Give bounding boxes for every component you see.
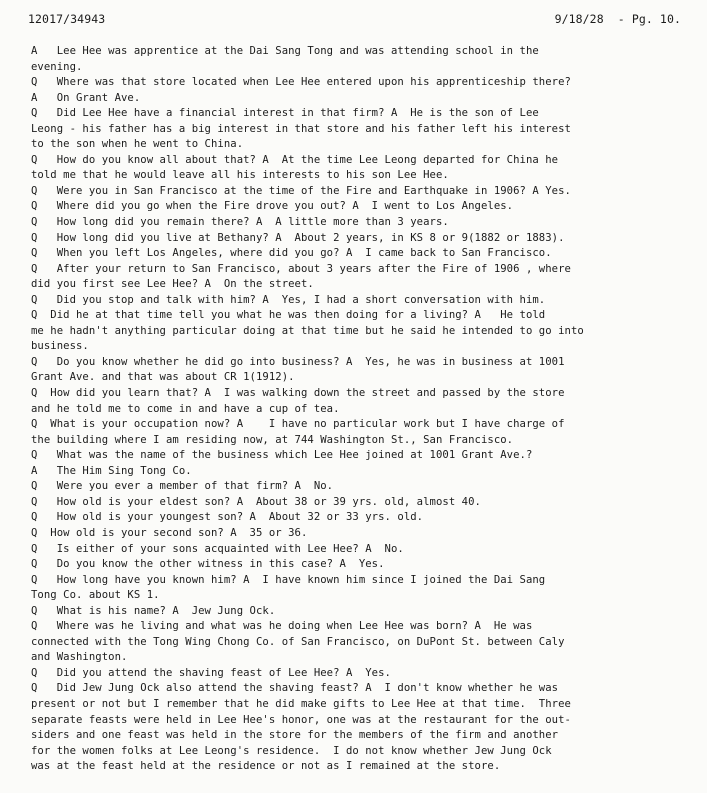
transcript-line: for the women folks at Lee Leong's residence. I do not know whether Jew Jung Ock — [31, 744, 552, 757]
transcript-line: and Washington. — [31, 651, 128, 664]
transcript-line: A Lee Hee was apprentice at the Dai Sang Tong and was attending school in the — [31, 45, 539, 57]
transcript-line: connected with the Tong Wing Chong Co. of San Francisco, on DuPont St. between Caly — [31, 635, 565, 648]
transcript-line: separate feasts were held in Lee Hee's honor, one was at the restaurant for the out- — [31, 713, 571, 726]
transcript-line: Tong Co. about KS 1. — [31, 589, 160, 602]
file-number: 12017/34943 — [28, 12, 106, 26]
transcript-line: A The Him Sing Tong Co. — [31, 464, 192, 477]
transcript-line: Q What is his name? A Jew Jung Ock. — [31, 604, 276, 617]
transcript-line: Q Did Lee Hee have a financial interest in that firm? A He is the son of Lee — [31, 107, 539, 120]
transcript-line: was at the feast held at the residence or not as I remained at the store. — [31, 760, 501, 773]
transcript-line: Q How old is your youngest son? A About 32 or 33 yrs. old. — [31, 511, 424, 524]
transcript-line: the building where I am residing now, at 744 Washington St., San Francisco. — [31, 433, 514, 446]
transcript-line: Q Did Jew Jung Ock also attend the shaving feast? A I don't know whether he was — [31, 682, 559, 695]
transcript-line: told me that he would leave all his interests to his son Lee Hee. — [31, 169, 449, 182]
transcript-line: Q Did you stop and talk with him? A Yes, I had a short conversation with him. — [31, 293, 546, 306]
transcript-line: Q Did he at that time tell you what he was then doing for a living? A He told — [31, 309, 546, 322]
transcript-line: Q Do you know whether he did go into business? A Yes, he was in business at 1001 — [31, 355, 565, 368]
transcript-line: Q Were you ever a member of that firm? A No. — [31, 480, 334, 493]
transcript-line: Grant Ave. and that was about CR 1(1912). — [31, 371, 295, 384]
transcript-line: Q What was the name of the business which Lee Hee joined at 1001 Grant Ave.? — [31, 449, 533, 462]
transcript-line: Q Where did you go when the Fire drove you out? A I went to Los Angeles. — [31, 200, 514, 213]
transcript-line: Q How did you learn that? A I was walking down the street and passed by the store — [31, 387, 565, 400]
transcript-line: Q How do you know all about that? A At the time Lee Leong departed for China he — [31, 153, 559, 166]
transcript-line: business. — [31, 340, 89, 353]
transcript-line: and he told me to come in and have a cup of tea. — [31, 402, 340, 415]
transcript-line: Q Do you know the other witness in this case? A Yes. — [31, 558, 385, 571]
transcript-line: did you first see Lee Hee? A On the street. — [31, 278, 314, 291]
date-page-number: 9/18/28 - Pg. 10. — [554, 12, 681, 26]
transcript-line: Q How long did you remain there? A A little more than 3 years. — [31, 216, 449, 229]
transcript-line: Q Were you in San Francisco at the time of the Fire and Earthquake in 1906? A Yes. — [31, 184, 571, 197]
page-header — [28, 12, 681, 30]
transcript-line: Q How long did you live at Bethany? A About 2 years, in KS 8 or 9(1882 or 1883). — [31, 231, 565, 244]
transcript-line: Leong - his father has a big interest in that store and his father left his interest — [31, 122, 571, 135]
transcript-line: Q How old is your eldest son? A About 38 or 39 yrs. old, almost 40. — [31, 495, 481, 508]
transcript-line: Q How old is your second son? A 35 or 36. — [31, 526, 308, 539]
transcript-line: Q What is your occupation now? A I have no particular work but I have charge of — [31, 418, 565, 431]
transcript-line: Q Did you attend the shaving feast of Lee Hee? A Yes. — [31, 666, 391, 679]
transcript-line: siders and one feast was held in the store for the members of the firm and another — [31, 729, 559, 742]
transcript-line: Q Where was he living and what was he doing when Lee Hee was born? A He was — [31, 620, 533, 633]
transcript-body — [31, 44, 691, 775]
transcript-line: Q Where was that store located when Lee Hee entered upon his apprenticeship there? — [31, 76, 571, 89]
transcript-line: Q How long have you known him? A I have known him since I joined the Dai Sang — [31, 573, 546, 586]
transcript-line: evening. — [31, 60, 83, 73]
transcript-line: to the son when he went to China. — [31, 138, 244, 151]
transcript-line: Q When you left Los Angeles, where did you go? A I came back to San Francisco. — [31, 247, 552, 260]
transcript-line: present or not but I remember that he did make gifts to Lee Hee at that time. Three — [31, 697, 571, 710]
transcript-line: A On Grant Ave. — [31, 91, 141, 104]
transcript-line: Q After your return to San Francisco, about 3 years after the Fire of 1906 , where — [31, 262, 571, 275]
transcript-line: Q Is either of your sons acquainted with Lee Hee? A No. — [31, 542, 404, 555]
transcript-line: me he hadn't anything particular doing at that time but he said he intended to go into — [31, 324, 584, 337]
